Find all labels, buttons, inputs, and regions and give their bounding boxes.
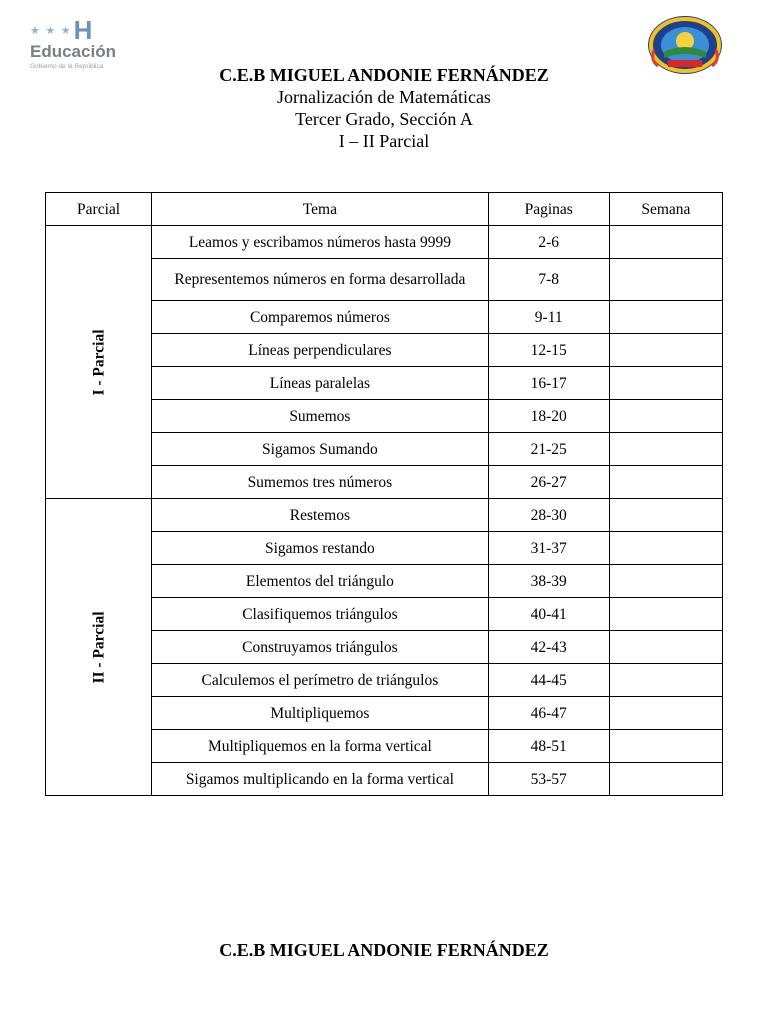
header-parcial: Parcial [46,193,152,226]
tema-cell: Calculemos el perímetro de triángulos [152,664,488,697]
tema-cell: Sigamos restando [152,532,488,565]
document-subtitle: Jornalización de Matemáticas [277,87,491,107]
header-semana: Semana [609,193,722,226]
tema-cell: Clasifiquemos triángulos [152,598,488,631]
semana-cell [609,697,722,730]
paginas-cell: 2-6 [488,226,609,259]
paginas-cell: 12-15 [488,334,609,367]
semana-cell [609,226,722,259]
semana-cell [609,466,722,499]
table-row [46,499,723,532]
parcial-label: I - Parcial [90,328,108,396]
logo-subtext: Gobierno de la República [30,63,104,70]
table-row [46,226,723,259]
semana-cell [609,367,722,400]
paginas-cell: 42-43 [488,631,609,664]
logo-word: Educación [30,42,116,61]
tema-cell: Líneas paralelas [152,367,488,400]
semana-cell [609,565,722,598]
paginas-cell: 40-41 [488,598,609,631]
paginas-cell: 46-47 [488,697,609,730]
tema-cell: Leamos y escribamos números hasta 9999 [152,226,488,259]
semana-cell [609,433,722,466]
semana-cell [609,259,722,301]
paginas-cell: 7-8 [488,259,609,301]
tema-cell: Sumemos [152,400,488,433]
tema-cell: Representemos números en forma desarrollada [152,259,488,301]
tema-cell: Comparemos números [152,301,488,334]
period-label: I – II Parcial [338,131,430,151]
table-header-row [46,193,723,226]
semana-cell [609,400,722,433]
paginas-cell: 44-45 [488,664,609,697]
paginas-cell: 9-11 [488,301,609,334]
paginas-cell: 48-51 [488,730,609,763]
paginas-cell: 38-39 [488,565,609,598]
parcial-cell [46,499,152,796]
semana-cell [609,730,722,763]
tema-cell: Sigamos multiplicando en la forma vertical [152,763,488,796]
tema-cell: Líneas perpendiculares [152,334,488,367]
tema-cell: Restemos [152,499,488,532]
semana-cell [609,664,722,697]
tema-cell: Elementos del triángulo [152,565,488,598]
parcial-label: II - Parcial [90,610,108,684]
semana-cell [609,499,722,532]
header-paginas: Paginas [488,193,609,226]
school-name: C.E.B MIGUEL ANDONIE FERNÁNDEZ [219,65,549,85]
header-tema: Tema [152,193,488,226]
footer-school-name: C.E.B MIGUEL ANDONIE FERNÁNDEZ [219,940,549,960]
paginas-cell: 26-27 [488,466,609,499]
grade-section: Tercer Grado, Sección A [295,109,473,129]
schedule-table [45,192,723,796]
tema-cell: Sigamos Sumando [152,433,488,466]
h-mark-icon: H [73,15,93,45]
paginas-cell: 16-17 [488,367,609,400]
paginas-cell: 31-37 [488,532,609,565]
tema-cell: Multipliquemos en la forma vertical [152,730,488,763]
tema-cell: Multipliquemos [152,697,488,730]
stars-icon: ★ ★ ★ [30,23,72,37]
semana-cell [609,631,722,664]
document-header [0,64,768,152]
paginas-cell: 18-20 [488,400,609,433]
semana-cell [609,598,722,631]
semana-cell [609,334,722,367]
paginas-cell: 21-25 [488,433,609,466]
tema-cell: Construyamos triángulos [152,631,488,664]
semana-cell [609,301,722,334]
parcial-cell [46,226,152,499]
paginas-cell: 53-57 [488,763,609,796]
semana-cell [609,532,722,565]
tema-cell: Sumemos tres números [152,466,488,499]
paginas-cell: 28-30 [488,499,609,532]
semana-cell [609,763,722,796]
